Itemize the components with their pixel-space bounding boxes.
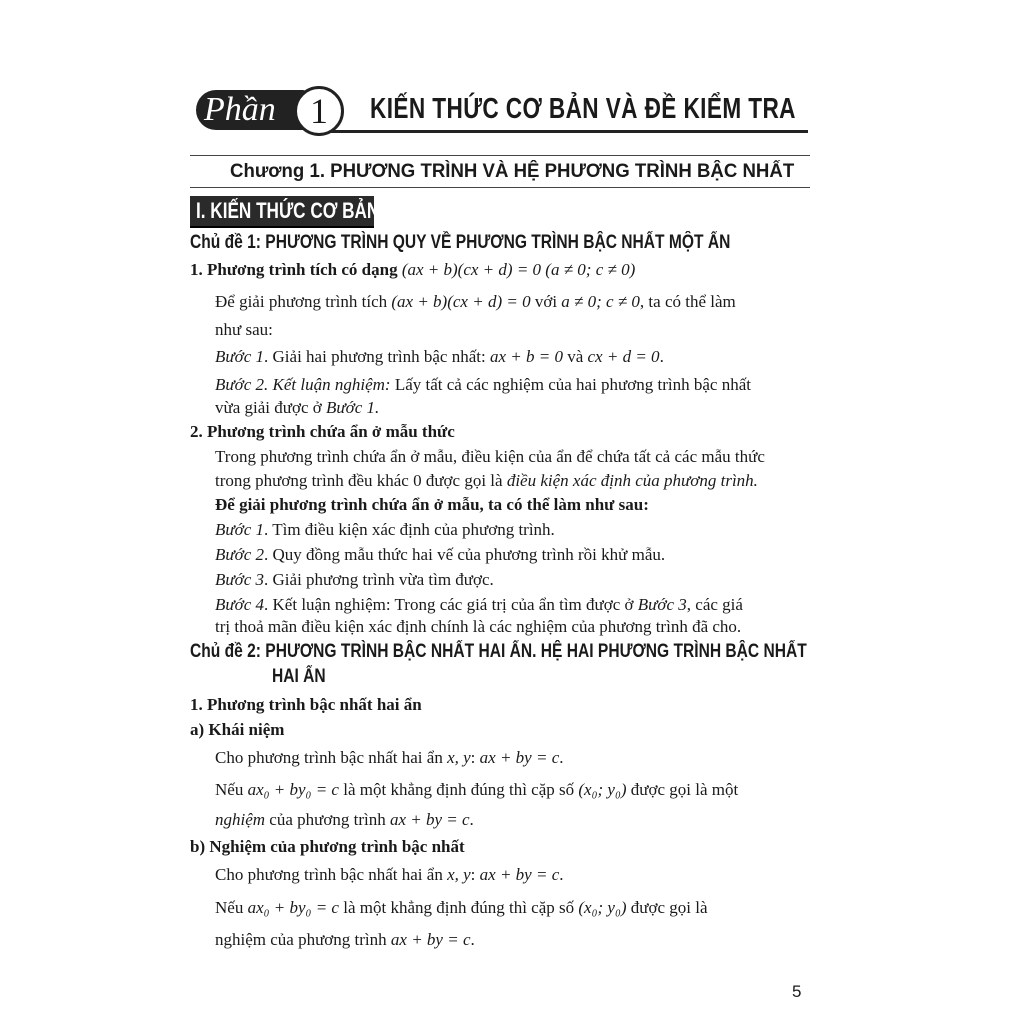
text-line (215, 319, 273, 341)
section-title: I. KIẾN THỨC CƠ BẢN (196, 198, 380, 223)
text-run: của phương trình (265, 810, 390, 829)
text-run: Để giải phương trình chứa ẩn ở mẫu, ta có thể làm như sau: (215, 495, 649, 514)
text-run: , ta có thể làm (639, 292, 736, 311)
text-run: Nếu (215, 780, 248, 799)
text-run: và (562, 347, 588, 366)
math-expression: ax + by = c (390, 930, 471, 949)
text-run: . (559, 865, 564, 884)
text-run: với (530, 292, 562, 311)
text-run: . Giải hai phương trình bậc nhất: (264, 347, 490, 366)
math-expression: ax₀ + by₀ = c (247, 780, 339, 799)
text-run: . (659, 347, 664, 366)
page-number: 5 (792, 982, 802, 1001)
text-run: a) Khái niệm (190, 720, 285, 739)
math-expression: (ax + b)(cx + d) = 0 (a ≠ 0; c ≠ 0) (401, 260, 636, 279)
text-run: vừa giải được ở (215, 398, 326, 417)
text-run: Bước 2. Kết luận nghiệm: (215, 375, 391, 394)
text-run: trong phương trình đều khác 0 được gọi là (215, 471, 507, 490)
text-run: là một khẳng định đúng thì cặp số (338, 780, 579, 799)
text-line (190, 694, 422, 716)
text-line (215, 594, 743, 616)
text-run: b) Nghiệm của phương trình bậc nhất (190, 837, 465, 856)
math-expression: ax + by = c (479, 748, 560, 767)
text-run: nghiệm của phương trình (215, 930, 391, 949)
text-line (215, 779, 738, 801)
part-number: 1 (294, 86, 344, 136)
text-line (215, 569, 494, 591)
divider (190, 155, 810, 156)
text-run: như sau: (215, 320, 273, 339)
chapter-title: Chương 1. PHƯƠNG TRÌNH VÀ HỆ PHƯƠNG TRÌNH BẬC NHẤT (230, 161, 795, 182)
text-run: Lấy tất cả các nghiệm của hai phương trình bậc nhất (390, 375, 751, 394)
text-run: . (559, 748, 564, 767)
math-expression: ax + by = c (479, 865, 560, 884)
text-run: Bước 3 (637, 595, 687, 614)
text-line (215, 519, 555, 541)
math-expression: (ax + b)(cx + d) = 0 (391, 292, 531, 311)
text-run: Trong phương trình chứa ẩn ở mẫu, điều kiện của ẩn để chứa tất cả các mẫu thức (215, 447, 765, 466)
text-line (190, 421, 455, 443)
text-line (190, 836, 465, 858)
text-run: Cho phương trình bậc nhất hai ẩn (215, 865, 448, 884)
text-line (215, 470, 758, 492)
text-line (190, 259, 635, 281)
topic-heading: Chủ đề 1: PHƯƠNG TRÌNH QUY VỀ PHƯƠNG TRÌNH BẬC NHẤT MỘT ẨN (190, 232, 731, 253)
divider (330, 130, 808, 133)
math-expression: ax₀ + by₀ = c (247, 898, 339, 917)
part-title: KIẾN THỨC CƠ BẢN VÀ ĐỀ KIỂM TRA (370, 93, 796, 125)
text-run: Bước 1 (215, 347, 265, 366)
math-expression: (x₀; y₀) (578, 898, 627, 917)
text-run: 1. Phương trình bậc nhất hai ẩn (190, 695, 422, 714)
text-line (215, 747, 564, 769)
text-run: , các giá (686, 595, 743, 614)
section-heading (190, 196, 380, 228)
text-run: . (470, 930, 475, 949)
text-line (215, 397, 379, 419)
text-line (215, 544, 665, 566)
math-expression: ax + b = 0 (489, 347, 563, 366)
text-run: điều kiện xác định của phương trình. (506, 471, 758, 490)
text-run: trị thoả mãn điều kiện xác định chính là các nghiệm của phương trình đã cho. (215, 617, 742, 636)
text-run: 2. Phương trình chứa ẩn ở mẫu thức (190, 422, 455, 441)
text-run: Bước 4 (215, 595, 265, 614)
text-line (215, 494, 649, 516)
part-word: Phần (204, 91, 276, 128)
text-line (215, 446, 765, 468)
text-line (215, 929, 475, 951)
topic-heading: Chủ đề 2: PHƯƠNG TRÌNH BẬC NHẤT HAI ẨN. HỆ HAI PHƯƠNG TRÌNH BẬC NHẤT (190, 641, 807, 662)
text-run: 1. Phương trình tích có dạng (190, 260, 402, 279)
text-run: Nếu (215, 898, 248, 917)
text-run: nghiệm (215, 810, 266, 829)
text-line (215, 864, 564, 886)
text-run: : (470, 748, 480, 767)
text-line (190, 719, 284, 741)
text-run: . Kết luận nghiệm: Trong các giá trị của ẩn tìm được ở (264, 595, 638, 614)
math-expression: a ≠ 0; c ≠ 0 (561, 292, 640, 311)
text-run: . Tìm điều kiện xác định của phương trình. (264, 520, 555, 539)
text-line (215, 291, 736, 313)
text-run: được gọi là (626, 898, 708, 917)
text-run: là một khẳng định đúng thì cặp số (338, 898, 579, 917)
math-expression: cx + d = 0 (587, 347, 660, 366)
text-run: Bước 2 (215, 545, 265, 564)
math-expression: ax + by = c (389, 810, 470, 829)
text-run: Bước 1 (215, 520, 265, 539)
text-line (215, 374, 751, 396)
topic-heading-cont: HAI ẨN (272, 666, 326, 687)
text-run: x, y (447, 748, 471, 767)
text-run: Để giải phương trình tích (215, 292, 392, 311)
text-run: x, y (447, 865, 471, 884)
text-line (215, 616, 741, 638)
divider (190, 187, 810, 188)
text-run: Cho phương trình bậc nhất hai ẩn (215, 748, 448, 767)
text-run: : (470, 865, 480, 884)
text-run: Bước 1. (326, 398, 380, 417)
text-line (215, 809, 474, 831)
text-line (215, 346, 664, 368)
text-run: . (469, 810, 474, 829)
text-run: được gọi là một (626, 780, 739, 799)
text-run: Bước 3 (215, 570, 265, 589)
text-run: . Quy đồng mẫu thức hai vế của phương trình rồi khử mẫu. (264, 545, 666, 564)
text-run: . Giải phương trình vừa tìm được. (264, 570, 494, 589)
math-expression: (x₀; y₀) (578, 780, 627, 799)
part-badge (196, 86, 346, 134)
text-line (215, 897, 708, 919)
